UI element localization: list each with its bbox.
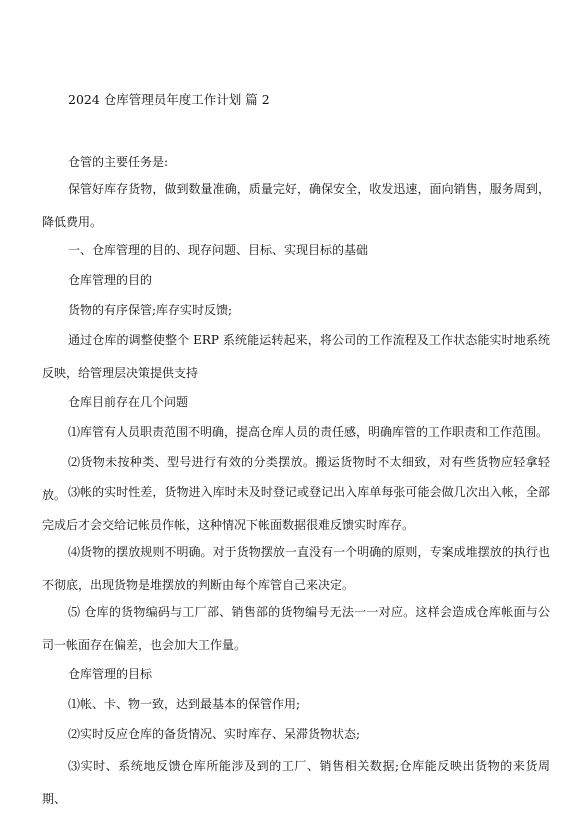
paragraph-purpose-item: 货物的有序保管;库存实时反馈;: [68, 303, 233, 317]
paragraph-goals-heading: 仓库管理的目标: [68, 667, 153, 681]
paragraph-problem-3: ⑶帐的实时性差，货物进入库时未及时登记或登记出入库单每张可能会做几次出入帐，全部完成后才会交给记帐员作帐，这种情况下帐面数据很难反馈实时库存。: [42, 485, 550, 532]
paragraph-purpose-heading: 仓库管理的目的: [68, 273, 153, 287]
paragraph-problem-1: ⑴库管有人员职责范围不明确，提高仓库人员的责任感，明确库管的工作职责和工作范围。: [68, 425, 549, 439]
paragraph-erp-adjustment: 通过仓库的调整使整个 ERP 系统能运转起来，将公司的工作流程及工作状态能实时地系统反映，给管理层决策提供支持: [42, 333, 550, 380]
paragraph-goal-2: ⑵实时反应仓库的备货情况、实时库存、呆滞货物状态;: [68, 727, 361, 741]
paragraph-problems-heading: 仓库目前存在几个问题: [68, 395, 189, 409]
paragraph-main-tasks-body: 保管好库存货物，做到数量准确，质量完好，确保安全，收发迅速，面向销售，服务周到，降低费用。: [42, 182, 550, 229]
paragraph-problem-2: ⑵货物未按种类、型号进行有效的分类摆放。搬运货物时不太细致，对有些货物应轻拿轻放。: [42, 455, 550, 502]
paragraph-goal-1: ⑴帐、卡、物一致，达到最基本的保管作用;: [68, 697, 301, 711]
paragraph-goal-3: ⑶实时、系统地反馈仓库所能涉及到的工厂、销售相关数据;仓库能反映出货物的来货周期、: [42, 759, 550, 806]
paragraph-section-one-heading: 一、仓库管理的目的、现存问题、目标、实现目标的基础: [68, 243, 369, 257]
document-title: 2024 仓库管理员年度工作计划 篇 2: [68, 92, 270, 107]
paragraph-problem-4: ⑷货物的摆放规则不明确。对于货物摆放一直没有一个明确的原则，专案成堆摆放的执行也不彻底，出现货物是堆摆放的判断由每个库管自己来决定。: [42, 545, 550, 592]
paragraph-main-tasks-heading: 仓管的主要任务是:: [68, 155, 169, 169]
paragraph-problem-5: ⑸ 仓库的货物编码与工厂部、销售部的货物编号无法一一对应。这样会造成仓库帐面与公司一帐面存在偏差，也会加大工作量。: [42, 605, 550, 652]
